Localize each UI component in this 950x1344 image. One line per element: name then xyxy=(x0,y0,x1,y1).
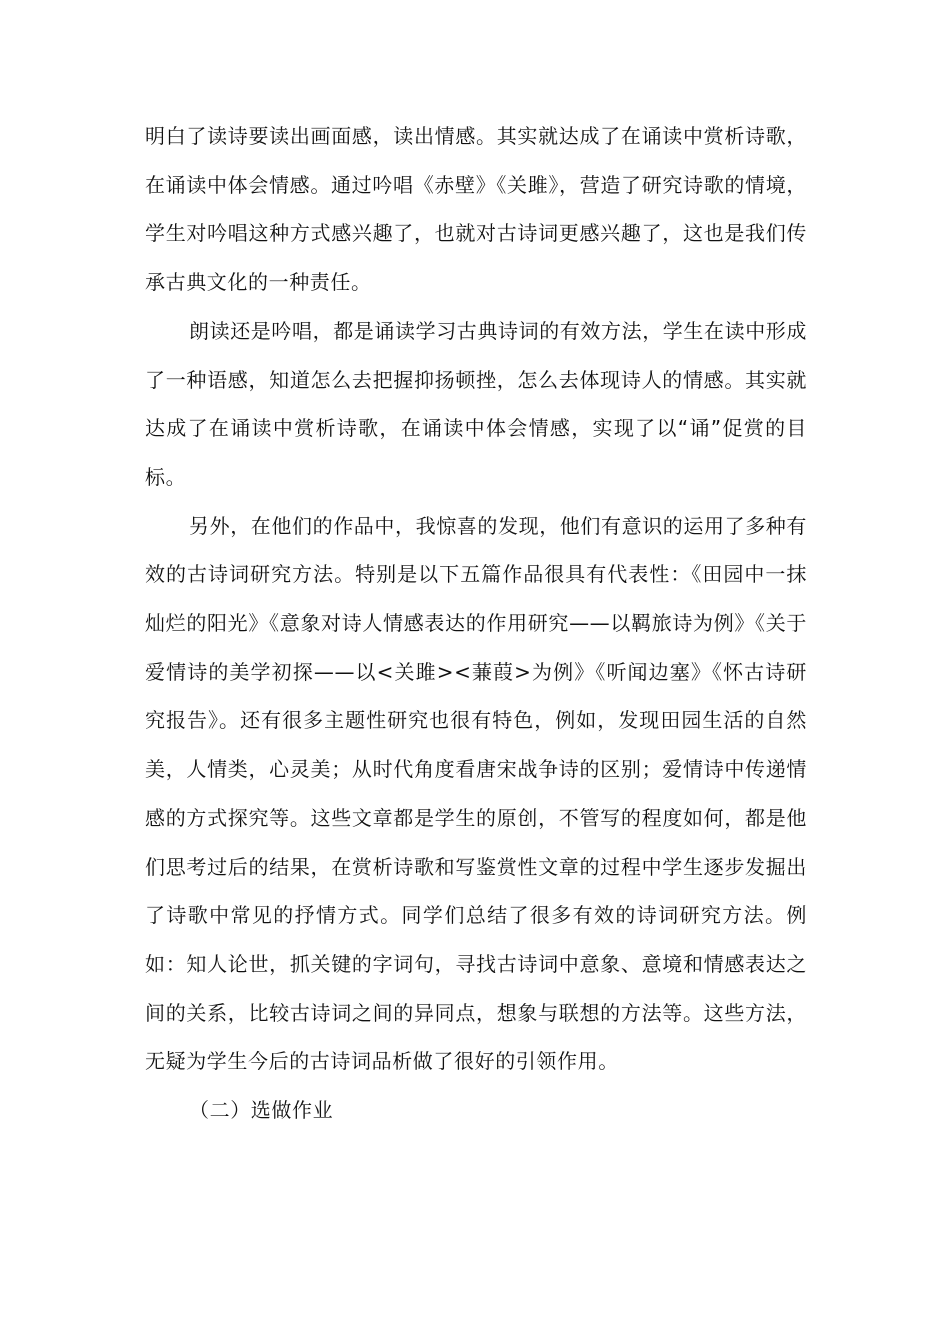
section-heading: （二）选做作业 xyxy=(189,1098,334,1123)
paragraph-recitation: 朗读还是吟唱，都是诵读学习古典诗词的有效方法，学生在读中形成了一种语感，知道怎么去把握抑扬顿挫，怎么去体现诗人的情感。其实就达成了在诵读中赏析诗歌，在诵读中体会情感，实现了以“诵”促赏的目标。 xyxy=(145,318,807,489)
paragraph-continuation: 明白了读诗要读出画面感，读出情感。其实就达成了在诵读中赏析诗歌，在诵读中体会情感。通过吟唱《赤壁》《关雎》，营造了研究诗歌的情境，学生对吟唱这种方式感兴趣了，也就对古诗词更感兴趣了，这也是我们传承古典文化的一种责任。 xyxy=(145,124,807,295)
paragraph-research-methods: 另外，在他们的作品中，我惊喜的发现，他们有意识的运用了多种有效的古诗词研究方法。特别是以下五篇作品很具有代表性：《田园中一抹灿烂的阳光》《意象对诗人情感表达的作用研究——以羁旅诗为例》《关于爱情诗的美学初探——以<关雎><蒹葭>为例》《听闻边塞》《怀古诗研究报告》。还有很多主题性研究也很有特色，例如，发现田园生活的自然美，人情类，心灵美；从时代角度看唐宋战争诗的区别；爱情诗中传递情感的方式探究等。这些文章都是学生的原创，不管写的程度如何，都是他们思考过后的结果，在赏析诗歌和写鉴赏性文章的过程中学生逐步发掘出了诗歌中常见的抒情方式。同学们总结了很多有效的诗词研究方法。例如：知人论世，抓关键的字词句，寻找古诗词中意象、意境和情感表达之间的关系，比较古诗词之间的异同点，想象与联想的方法等。这些方法，无疑为学生今后的古诗词品析做了很好的引领作用。 xyxy=(145,513,807,1074)
document-page xyxy=(145,112,807,1135)
